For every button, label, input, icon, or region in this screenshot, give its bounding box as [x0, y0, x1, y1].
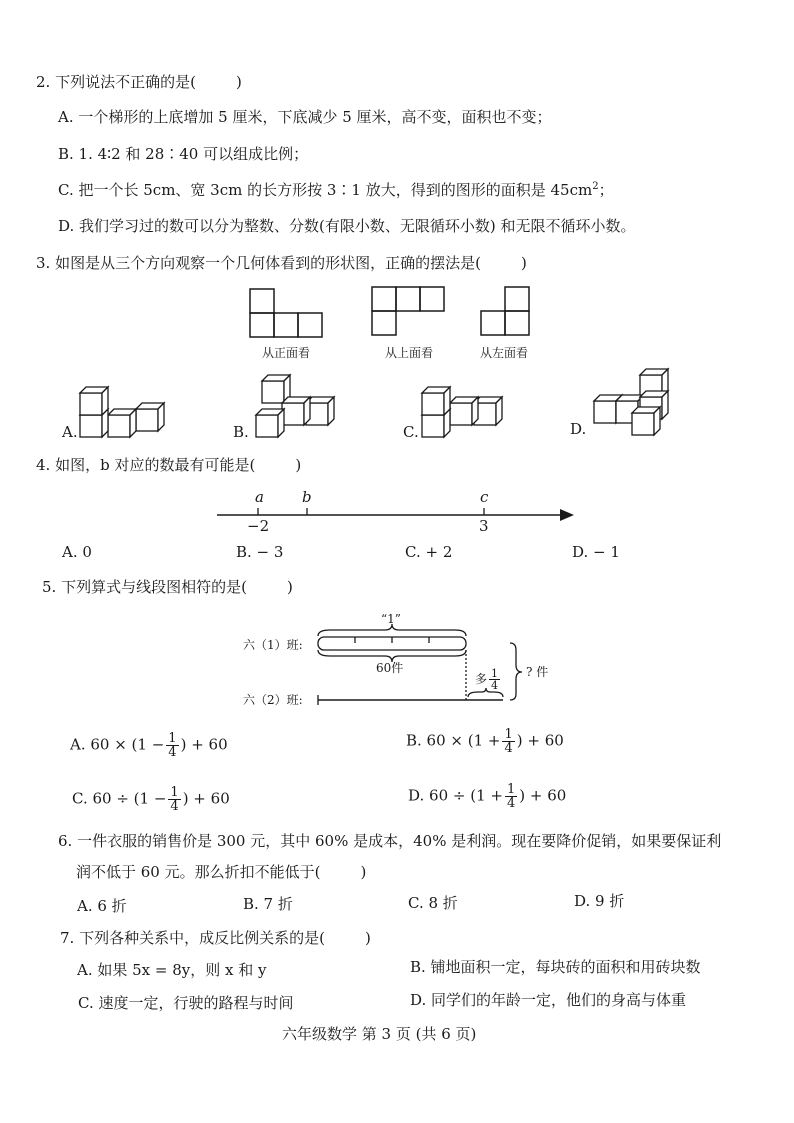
- q4-option-a: A. 0: [62, 543, 92, 561]
- q3-view-top-label: 从上面看: [385, 346, 434, 360]
- q5-class1-label: 六（1）班:: [243, 638, 303, 652]
- q5-more-label: 多 $\frac{1}{4}$: [475, 667, 499, 692]
- q4-option-d: D. − 1: [572, 543, 620, 561]
- q3-view-front-label: 从正面看: [262, 346, 311, 360]
- q2-option-c: C. 把一个长 5cm、宽 3cm 的长方形按 3∶1 放大，得到的图形的面积是 $45cm^2$；: [58, 181, 614, 199]
- q4-stem: 4. 如图，b 对应的数最有可能是( ): [36, 456, 302, 474]
- q5-option-d: D. 60 ÷ (1 + $\frac{1}{4}$ ) + 60: [408, 782, 567, 811]
- q5-brace-bottom-label: 60件: [376, 661, 404, 675]
- point-a-label: a: [255, 488, 264, 506]
- q4-option-c: C. + 2: [405, 543, 453, 561]
- q4-option-b: B. − 3: [236, 543, 284, 561]
- q7-option-d: D. 同学们的年龄一定，他们的身高与体重: [410, 991, 687, 1009]
- q5-option-b: B. 60 × (1 + $\frac{1}{4}$ ) + 60: [406, 727, 564, 756]
- q3-option-c: C.: [403, 423, 419, 441]
- q7-option-a: A. 如果 5x = 8y，则 x 和 y: [77, 961, 267, 979]
- q5-option-c: C. 60 ÷ (1 − $\frac{1}{4}$ ) + 60: [72, 785, 230, 814]
- q2-option-a: A. 一个梯形的上底增加 5 厘米，下底减少 5 厘米，高不变，面积也不变；: [58, 108, 552, 126]
- q3-option-d: D.: [570, 420, 587, 438]
- point-c-label: c: [480, 488, 489, 506]
- q3-option-b: B.: [233, 423, 249, 441]
- point-b-label: b: [302, 488, 312, 506]
- q6-option-a: A. 6 折: [77, 897, 127, 915]
- q2-option-d: D. 我们学习过的数可以分为整数、分数(有限小数、无限循环小数) 和无限不循环小数。: [58, 217, 636, 235]
- q6-option-c: C. 8 折: [408, 894, 458, 912]
- q6-stem-line2: 润不低于 60 元。那么折扣不能低于( ): [76, 863, 367, 881]
- q7-option-c: C. 速度一定，行驶的路程与时间: [78, 994, 294, 1012]
- q5-class2-label: 六（2）班:: [243, 693, 303, 707]
- q3-option-a: A.: [62, 423, 78, 441]
- q5-stem: 5. 下列算式与线段图相符的是( ): [42, 578, 293, 596]
- q5-question-label: ? 件: [526, 665, 549, 679]
- q7-option-b: B. 铺地面积一定，每块砖的面积和用砖块数: [410, 958, 701, 976]
- q3-view-left-label: 从左面看: [480, 346, 529, 360]
- q2-stem: 2. 下列说法不正确的是( ): [36, 73, 242, 91]
- tick-label-neg2: −2: [247, 517, 270, 535]
- page-footer: 六年级数学 第 3 页 (共 6 页): [282, 1025, 477, 1043]
- q7-stem: 7. 下列各种关系中，成反比例关系的是( ): [60, 929, 371, 947]
- q6-option-d: D. 9 折: [574, 892, 625, 910]
- q2-option-b: B. 1. 4∶2 和 28∶40 可以组成比例；: [58, 145, 309, 163]
- q5-option-a: A. 60 × (1 − $\frac{1}{4}$ ) + 60: [70, 731, 228, 760]
- tick-label-3: 3: [479, 517, 489, 535]
- q6-option-b: B. 7 折: [243, 895, 293, 913]
- q6-stem-line1: 6. 一件衣服的销售价是 300 元，其中 60% 是成本，40% 是利润。现在要降价促销，如果要保证利: [58, 832, 722, 850]
- q5-brace-top-label: “1”: [381, 612, 401, 626]
- q3-stem: 3. 如图是从三个方向观察一个几何体看到的形状图，正确的摆法是( ): [36, 254, 527, 272]
